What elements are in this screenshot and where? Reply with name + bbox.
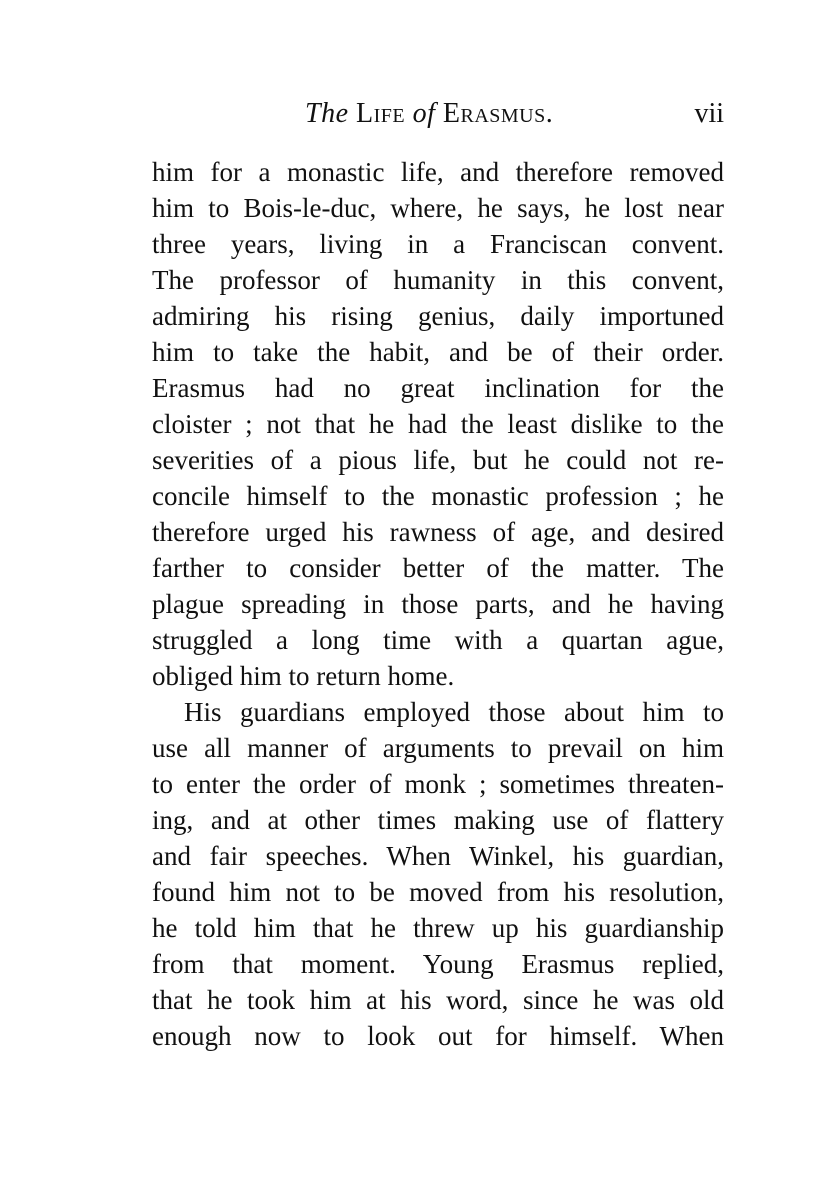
text-line: use all manner of arguments to prevail on him	[152, 733, 724, 763]
text-line: enough now to look out for himself. When	[152, 1021, 724, 1051]
running-head-the: The	[305, 98, 349, 129]
paragraph-1	[152, 154, 724, 694]
text-line: struggled a long time with a quartan ague,	[152, 625, 724, 655]
text-line: cloister ; not that he had the least dislike to the	[152, 409, 724, 439]
text-line: plague spreading in those parts, and he having	[152, 589, 724, 619]
text-line: severities of a pious life, but he could not re-	[152, 445, 724, 475]
text-line: that he took him at his word, since he was old	[152, 985, 724, 1015]
text-line: three years, living in a Franciscan convent.	[152, 229, 724, 259]
running-head	[150, 98, 724, 138]
running-head-title	[305, 98, 553, 130]
text-line: and fair speeches. When Winkel, his guardian,	[152, 841, 724, 871]
body-text	[152, 154, 724, 1054]
text-line: farther to consider better of the matter. The	[152, 553, 724, 583]
text-line: from that moment. Young Erasmus replied,	[152, 949, 724, 979]
text-line: to enter the order of monk ; sometimes threaten-	[152, 769, 724, 799]
running-head-of: of	[412, 98, 436, 129]
text-line: found him not to be moved from his resolution,	[152, 877, 724, 907]
text-line: The professor of humanity in this convent,	[152, 265, 724, 295]
text-line: obliged him to return home.	[152, 661, 455, 691]
text-line: admiring his rising genius, daily importuned	[152, 301, 724, 331]
text-line: Erasmus had no great inclination for the	[152, 373, 724, 403]
text-line: therefore urged his rawness of age, and desired	[152, 517, 724, 547]
text-line: His guardians employed those about him to	[184, 697, 724, 727]
running-head-erasmus: Erasmus.	[442, 98, 554, 129]
text-line: him to Bois-le-duc, where, he says, he lost near	[152, 193, 724, 223]
text-line: him to take the habit, and be of their order.	[152, 337, 724, 367]
text-line: he told him that he threw up his guardianship	[152, 913, 724, 943]
text-line: concile himself to the monastic profession ; he	[152, 481, 724, 511]
text-line: ing, and at other times making use of flattery	[152, 805, 724, 835]
text-line: him for a monastic life, and therefore removed	[152, 157, 724, 187]
running-head-life: Life	[356, 98, 406, 129]
paragraph-2	[152, 694, 724, 1054]
page-number: vii	[694, 98, 724, 129]
